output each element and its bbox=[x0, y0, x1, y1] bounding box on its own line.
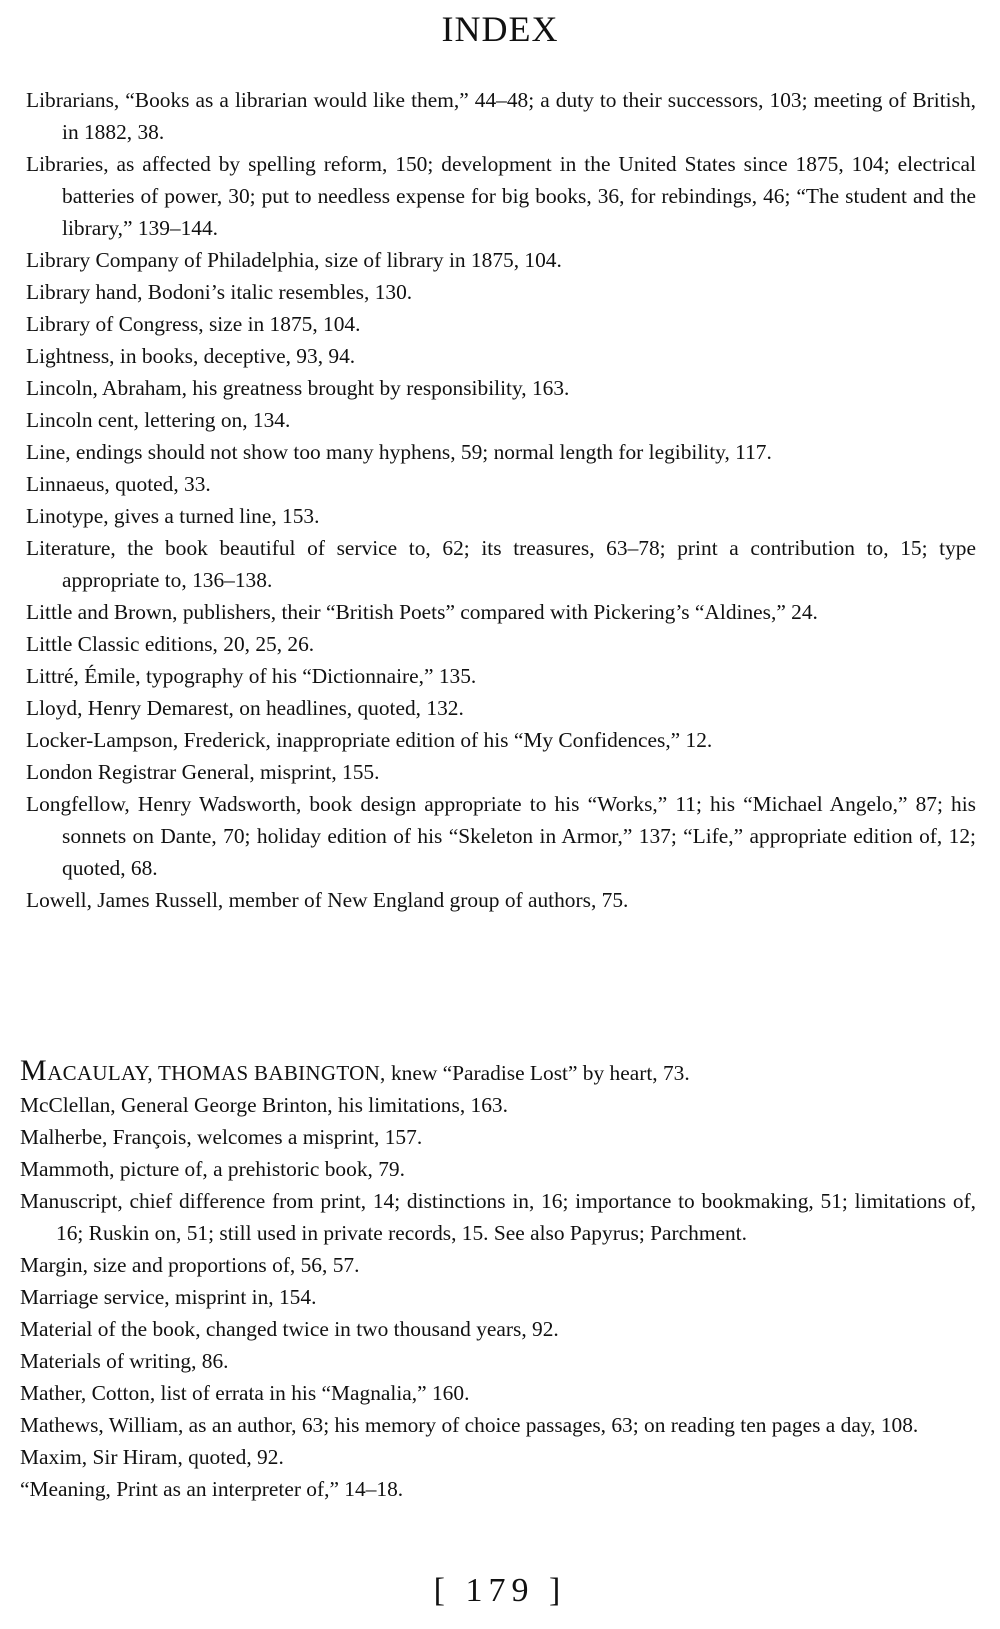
index-entry: Malherbe, François, welcomes a misprint, 157. bbox=[20, 1125, 423, 1149]
index-entry: Longfellow, Henry Wadsworth, book design appropriate to his “Works,” 11; his “Michael Angelo,” 87; his sonnets on Dante, 70; holiday edition of his “Skeleton in Armor,” 137; “Life,” appropriate edition of, 12; quoted, 68. bbox=[26, 792, 976, 880]
index-entry: Lightness, in books, deceptive, 93, 94. bbox=[26, 344, 356, 368]
entry-text: knew “Paradise Lost” by heart, 73. bbox=[385, 1061, 690, 1085]
entry-heading-smallcaps: ACAULAY, THOMAS BABINGTON, bbox=[47, 1061, 386, 1085]
index-entry: “Meaning, Print as an interpreter of,” 14–18. bbox=[20, 1477, 404, 1501]
index-entry: Littré, Émile, typography of his “Dictionnaire,” 135. bbox=[26, 664, 477, 688]
index-entry-macaulay bbox=[20, 1055, 976, 1089]
index-entry: Lowell, James Russell, member of New England group of authors, 75. bbox=[26, 888, 629, 912]
index-entry: McClellan, General George Brinton, his limitations, 163. bbox=[20, 1093, 508, 1117]
index-entry: Mammoth, picture of, a prehistoric book, 79. bbox=[20, 1157, 405, 1181]
index-entry: Library Company of Philadelphia, size of library in 1875, 104. bbox=[26, 248, 562, 272]
index-entry: Locker-Lampson, Frederick, inappropriate edition of his “My Confidences,” 12. bbox=[26, 728, 713, 752]
index-entry: Library of Congress, size in 1875, 104. bbox=[26, 312, 361, 336]
index-entry: Little and Brown, publishers, their “British Poets” compared with Pickering’s “Aldines,” 24. bbox=[26, 600, 818, 624]
index-entry: Library hand, Bodoni’s italic resembles, 130. bbox=[26, 280, 413, 304]
index-entry: Libraries, as affected by spelling reform, 150; development in the United States since 1875, 104; electrical batteries of power, 30; put to needless expense for big books, 36, for rebindings, 46; “The student and the library,” 139–144. bbox=[26, 152, 976, 240]
index-entry: Lincoln cent, lettering on, 134. bbox=[26, 408, 291, 432]
index-entry: Line, endings should not show too many hyphens, 59; normal length for legibility, 117. bbox=[26, 440, 772, 464]
index-entry: Marriage service, misprint in, 154. bbox=[20, 1285, 317, 1309]
page-title: INDEX bbox=[441, 9, 559, 49]
index-entry: Lincoln, Abraham, his greatness brought by responsibility, 163. bbox=[26, 376, 570, 400]
index-entry: Manuscript, chief difference from print, 14; distinctions in, 16; importance to bookmaking, 51; limitations of, 16; Ruskin on, 51; still used in private records, 15. See also Papyrus; Parchment. bbox=[20, 1189, 976, 1245]
index-entry: Linnaeus, quoted, 33. bbox=[26, 472, 211, 496]
index-entry: Linotype, gives a turned line, 153. bbox=[26, 504, 320, 528]
index-entry: Material of the book, changed twice in two thousand years, 92. bbox=[20, 1317, 559, 1341]
index-entry: Librarians, “Books as a librarian would like them,” 44–48; a duty to their successors, 103; meeting of British, in 1882, 38. bbox=[26, 88, 976, 144]
index-section-l bbox=[26, 84, 976, 916]
index-section-m bbox=[20, 1055, 976, 1505]
index-entry: Lloyd, Henry Demarest, on headlines, quoted, 132. bbox=[26, 696, 464, 720]
index-entry: London Registrar General, misprint, 155. bbox=[26, 760, 380, 784]
index-entry: Literature, the book beautiful of service to, 62; its treasures, 63–78; print a contribution to, 15; type appropriate to, 136–138. bbox=[26, 536, 976, 592]
page-number: [ 179 ] bbox=[433, 1572, 567, 1609]
index-entry: Little Classic editions, 20, 25, 26. bbox=[26, 632, 315, 656]
drop-initial: M bbox=[20, 1054, 48, 1087]
index-entry: Mathews, William, as an author, 63; his memory of choice passages, 63; on reading ten pages a day, 108. bbox=[20, 1413, 919, 1437]
index-entry: Margin, size and proportions of, 56, 57. bbox=[20, 1253, 360, 1277]
index-entry: Materials of writing, 86. bbox=[20, 1349, 229, 1373]
index-entry: Mather, Cotton, list of errata in his “Magnalia,” 160. bbox=[20, 1381, 470, 1405]
index-entry: Maxim, Sir Hiram, quoted, 92. bbox=[20, 1445, 284, 1469]
